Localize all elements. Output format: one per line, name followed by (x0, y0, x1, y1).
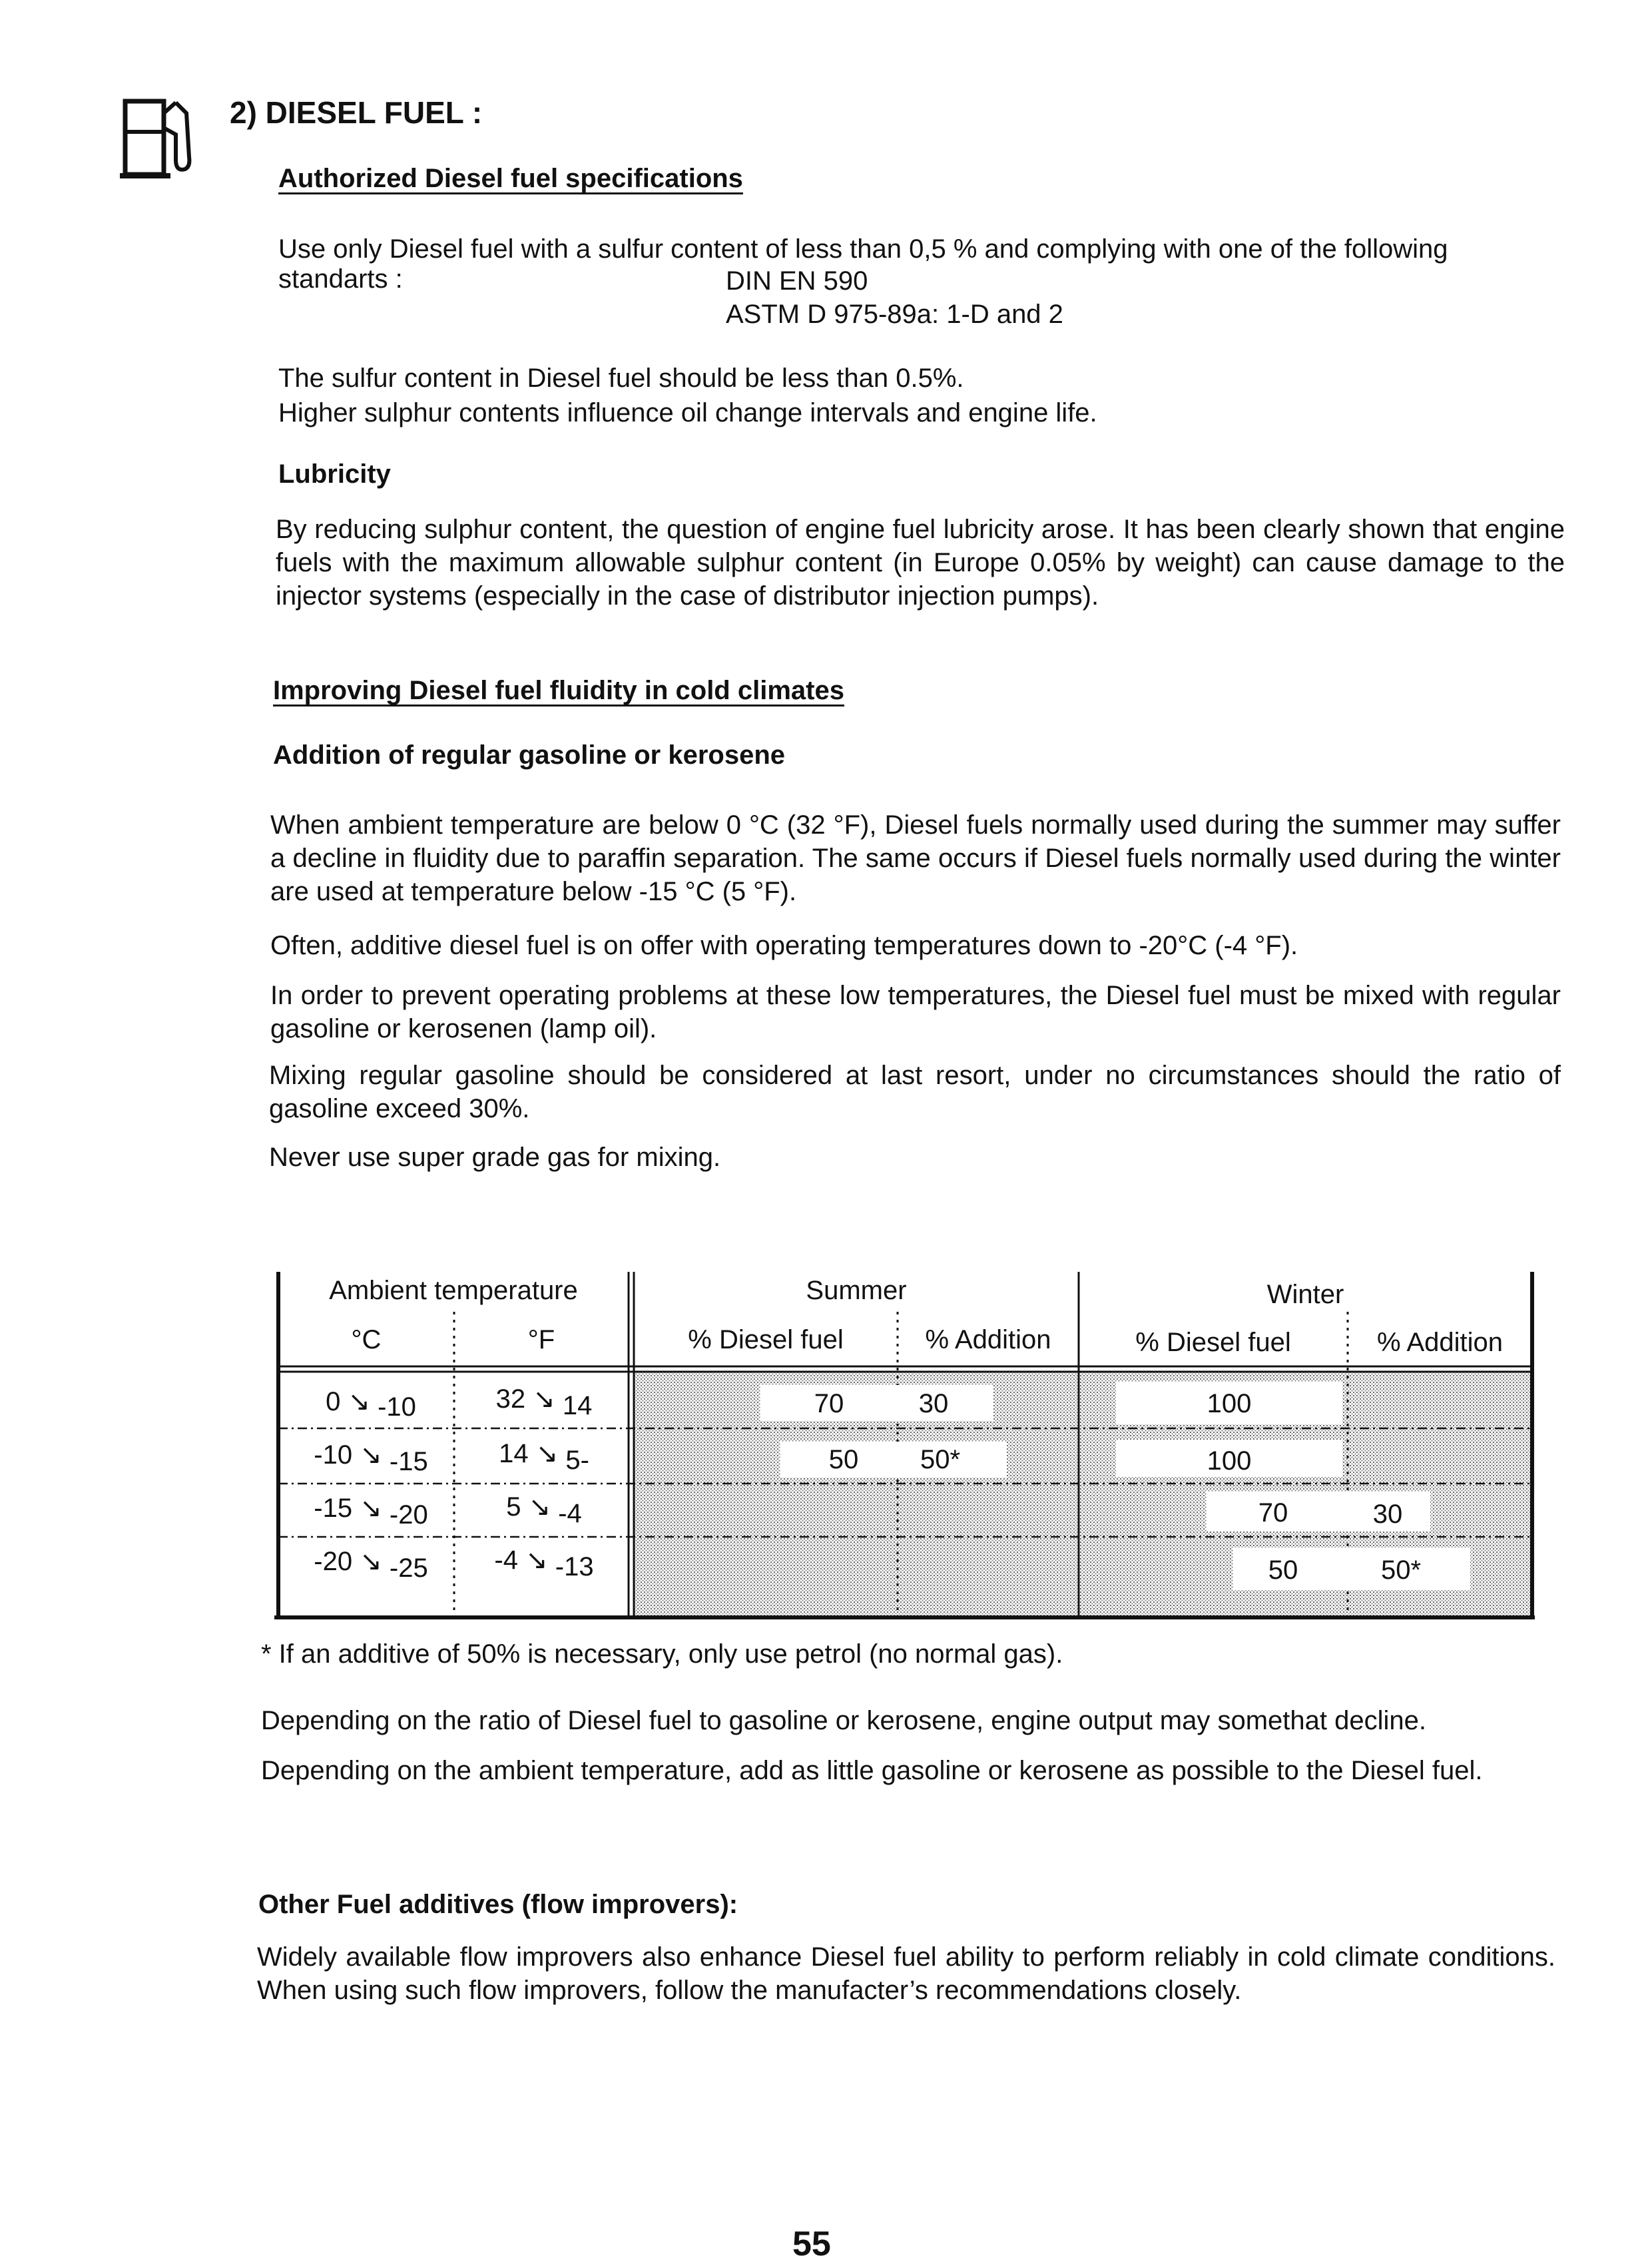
table-footnote: * If an additive of 50% is necessary, only use petrol (no normal gas). (261, 1639, 1063, 1669)
standard-astm: ASTM D 975-89a: 1-D and 2 (726, 300, 1063, 329)
summer-header: Summer (806, 1276, 907, 1305)
row3-fahrenheit: 5 ↘ -4 (506, 1492, 582, 1528)
row1-summer-addition: 30 (918, 1389, 949, 1418)
row2-summer-diesel: 50 (828, 1445, 859, 1474)
unit-fahrenheit: °F (527, 1325, 555, 1354)
fuel-mixing-table (274, 1272, 1535, 1619)
lubricity-text: By reducing sulphur content, the question of engine fuel lubricity arose. It has been clearly shown that engine fuels with the maximum allowable sulphur content (in Europe 0.05% by weight) can cause damage to the injector systems (especially in the case of distributor injection pumps). (276, 515, 1565, 611)
cold-paragraph-1: When ambient temperature are below 0 °C (32 °F), Diesel fuels normally used during the summer may suffer a decline in fluidity due to paraffin separation. The same occurs if Diesel fuels normally used during the winter are used at temperature below -15 °C (5 °F). (270, 810, 1561, 906)
ambient-header: Ambient temperature (329, 1276, 578, 1305)
spec-intro-line1: Use only Diesel fuel with a sulfur content of less than 0,5 % and complying with one of the following (278, 234, 1448, 264)
section-title: 2) DIESEL FUEL : (230, 95, 483, 130)
spec-heading: Authorized Diesel fuel specifications (278, 164, 743, 193)
row2-winter-diesel: 100 (1207, 1446, 1252, 1476)
summer-addition-col: % Addition (925, 1325, 1051, 1354)
sulfur-paragraph-2: Higher sulphur contents influence oil change intervals and engine life. (278, 398, 1097, 427)
cold-paragraph-2: Often, additive diesel fuel is on offer with operating temperatures down to -20°C (-4 °F). (270, 931, 1298, 960)
page-number: 55 (792, 2225, 831, 2263)
winter-diesel-col: % Diesel fuel (1135, 1328, 1291, 1357)
cold-heading: Improving Diesel fuel fluidity in cold climates (273, 676, 844, 705)
standard-din: DIN EN 590 (726, 266, 868, 296)
unit-celsius: °C (351, 1325, 382, 1354)
cold-paragraph-4: Mixing regular gasoline should be considered at last resort, under no circumstances should the ratio of gasoline exceed 30%. (269, 1061, 1561, 1123)
winter-header: Winter (1266, 1280, 1344, 1309)
other-additives-heading: Other Fuel additives (flow improvers): (258, 1890, 738, 1919)
after-paragraph-2: Depending on the ambient temperature, add as little gasoline or kerosene as possible to the Diesel fuel. (261, 1756, 1483, 1785)
row3-winter-diesel: 70 (1258, 1498, 1288, 1528)
summer-diesel-col: % Diesel fuel (688, 1325, 844, 1354)
other-additives-text: Widely available flow improvers also enhance Diesel fuel ability to perform reliably in cold climate conditions. When using such flow improvers, follow the manufacter’s recommendations closely. (257, 1942, 1555, 2005)
row4-winter-addition: 50* (1380, 1556, 1422, 1585)
row1-fahrenheit: 32 ↘ 14 (495, 1384, 593, 1420)
lubricity-heading: Lubricity (278, 459, 391, 489)
row1-summer-diesel: 70 (814, 1389, 844, 1418)
row4-winter-diesel: 50 (1268, 1556, 1298, 1585)
after-paragraph-1: Depending on the ratio of Diesel fuel to gasoline or kerosene, engine output may somethat decline. (261, 1706, 1426, 1735)
spec-intro-line2: standarts : (278, 264, 403, 294)
sulfur-paragraph-1: The sulfur content in Diesel fuel should be less than 0.5%. (278, 364, 964, 393)
row2-fahrenheit: 14 ↘ 5- (499, 1439, 589, 1475)
cold-subheading: Addition of regular gasoline or kerosene (273, 740, 786, 770)
row2-summer-addition: 50* (920, 1445, 961, 1474)
row3-winter-addition: 30 (1372, 1500, 1403, 1529)
row4-fahrenheit: -4 ↘ -13 (494, 1546, 594, 1581)
row4-celsius: -20 ↘ -25 (314, 1547, 428, 1583)
row1-winter-diesel: 100 (1207, 1389, 1252, 1418)
cold-paragraph-5: Never use super grade gas for mixing. (269, 1143, 721, 1172)
winter-addition-col: % Addition (1376, 1328, 1504, 1357)
cold-paragraph-3: In order to prevent operating problems at these low temperatures, the Diesel fuel must be mixed with regular gasoline or kerosenen (lamp oil). (270, 981, 1561, 1043)
fuel-pump-icon (120, 93, 193, 186)
row1-celsius: 0 ↘ -10 (326, 1387, 416, 1422)
row2-celsius: -10 ↘ -15 (314, 1440, 428, 1476)
row3-celsius: -15 ↘ -20 (314, 1494, 428, 1530)
